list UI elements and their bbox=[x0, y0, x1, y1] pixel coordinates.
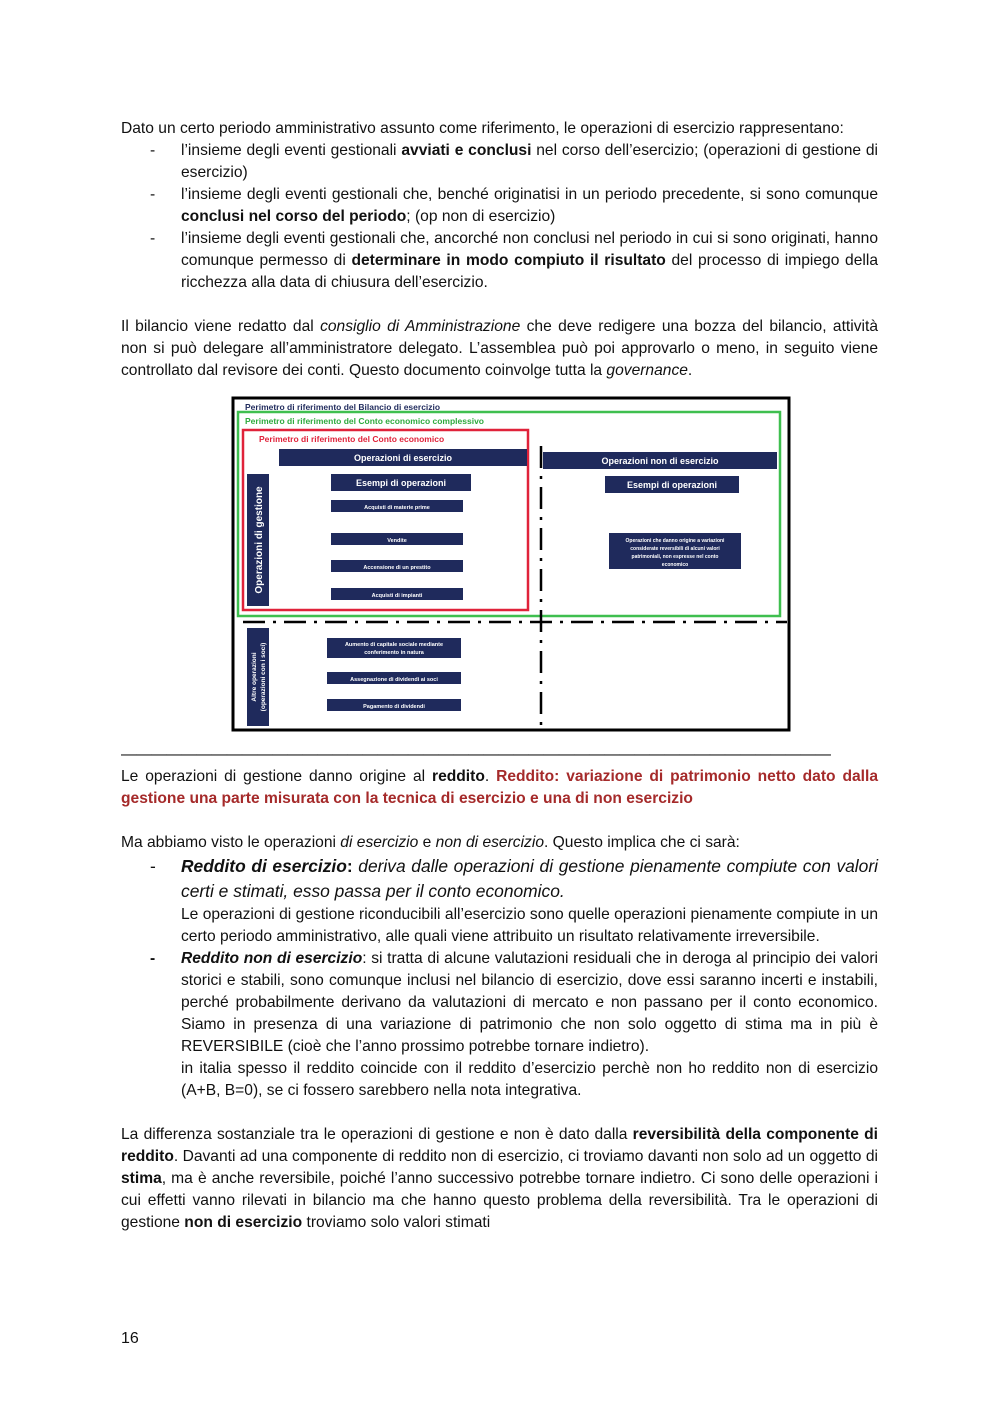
non-esercizio-item-line: Operazioni che danno origine a variazioni bbox=[625, 538, 725, 544]
header-esercizio-label: Operazioni di esercizio bbox=[353, 453, 453, 463]
bullet-mark: - bbox=[150, 950, 156, 967]
gestione-item-label: Acquisti di materie prime bbox=[364, 505, 430, 511]
perimeter-diagram-svg bbox=[231, 396, 791, 736]
bullet-mark: - bbox=[150, 186, 156, 203]
separator-line: ——————————————————————————————————————————————— bbox=[121, 746, 831, 763]
list-item: - Reddito non di esercizio: si tratta di alcune valutazioni residuali che in deroga al principio dei valori storici e stabili, sono comunque inclusi nel bilancio di esercizio, dove essi saranno incerti e instabili, perché probabilmente derivano da valutazioni di mercato e non passano per il conto economico. Siamo in presenza di una variazione di patrimonio che non solo oggetto di stima ma in più è REVERSIBILE (cioè che l’anno prossimo potrebbe tornare indietro). in italia spesso il reddito coincide con il reddito d’esercizio perchè non ho reddito non di esercizio (A+B, B=0), se ci fossero sarebbero nella nota integrativa. bbox=[150, 950, 878, 1099]
ce-perimeter-label: Perimetro di riferimento del Conto economico bbox=[259, 434, 445, 444]
gestione-item-label: Acquisti di impianti bbox=[371, 593, 423, 599]
header-non-esercizio-label: Operazioni non di esercizio bbox=[601, 456, 719, 466]
perimeter-diagram bbox=[231, 396, 791, 736]
bullet-mark: - bbox=[150, 230, 156, 247]
ce-complessivo-perimeter-label: Perimetro di riferimento del Conto economico complessivo bbox=[245, 416, 484, 426]
redditi-list bbox=[121, 854, 878, 1102]
page-number: 16 bbox=[121, 1330, 139, 1347]
list-item: - l’insieme degli eventi gestionali avviati e conclusi nel corso dell’esercizio; (operazioni di gestione di esercizio) bbox=[150, 142, 878, 181]
non-esercizio-item-line: patrimoniali, non espresse nel conto bbox=[631, 554, 719, 560]
ma-paragraph: Ma abbiamo visto le operazioni di esercizio e non di esercizio. Questo implica che ci sarà: bbox=[121, 834, 740, 851]
page-content bbox=[121, 118, 878, 1234]
list-item: - l’insieme degli eventi gestionali che, ancorché non conclusi nel periodo in cui si sono originati, hanno comunque permesso di determinare in modo compiuto il risultato del processo di impiego della ricchezza alla data di chiusura dell’esercizio. bbox=[150, 230, 878, 291]
bullet-mark: - bbox=[150, 142, 156, 159]
altre-item-line: Assegnazione di dividendi ai soci bbox=[350, 677, 438, 683]
bilancio-paragraph: Il bilancio viene redatto dal consiglio di Amministrazione che deve redigere una bozza del bilancio, attività non si può delegare all’amministratore delegato. L’assemblea può poi approvarlo o meno, in seguito viene controllato dal revisore dei conti. Questo documento coinvolge tutta la governance. bbox=[121, 318, 878, 379]
esempi-non-esercizio-label: Esempi di operazioni bbox=[626, 480, 718, 490]
differenza-paragraph: La differenza sostanziale tra le operazioni di gestione e non è dato dalla reversibilità della componente di reddito. Davanti ad una componente di reddito non di esercizio, ci troviamo davanti non solo ad un oggetto di stima, ma è anche reversibile, poiché l’anno successivo potrebbe tornare indietro. Ci sono delle operazioni i cui effetti vanno rilevati in bilancio ma che hanno questo problema della reversibilità. Tra le operazioni di gestione non di esercizio troviamo solo valori stimati bbox=[121, 1126, 879, 1231]
intro-list bbox=[121, 140, 878, 294]
non-esercizio-item-line: considerate reversibili di alcuni valori bbox=[630, 546, 720, 552]
altre-item-line: Aumento di capitale sociale mediante bbox=[344, 642, 444, 648]
altre-item-line: conferimento in natura bbox=[364, 650, 424, 656]
side-altre-sublabel: (operazioni con i soci) bbox=[260, 642, 267, 712]
altre-item-line: Pagamento di dividendi bbox=[363, 704, 425, 710]
gestione-item-label: Vendite bbox=[387, 538, 407, 544]
list-item: - Reddito di esercizio: deriva dalle operazioni di gestione pienamente compiute con valori certi e stimati, esso passa per il conto economico. Le operazioni di gestione riconducibili all’esercizio sono quelle operazioni pienamente compiute in un certo periodo amministrativo, alle quali viene attribuito un risultato relativamente irreversibile. bbox=[150, 856, 879, 945]
intro-paragraph: Dato un certo periodo amministrativo assunto come riferimento, le operazioni di esercizio rappresentano: bbox=[121, 120, 844, 137]
list-item: - l’insieme degli eventi gestionali che, benché originatisi in un periodo precedente, si sono comunque conclusi nel corso del periodo; (op non di esercizio) bbox=[150, 186, 878, 225]
non-esercizio-item-line: economico bbox=[661, 562, 689, 568]
reddito-paragraph: Le operazioni di gestione danno origine al reddito. Reddito: variazione di patrimonio netto dato dalla gestione una parte misurata con la tecnica di esercizio e una di non esercizio bbox=[121, 768, 878, 807]
bilancio-perimeter-label: Perimetro di riferimento del Bilancio di esercizio bbox=[245, 402, 441, 412]
bullet-mark: - bbox=[150, 856, 156, 876]
gestione-item-label: Accensione di un prestito bbox=[363, 565, 431, 571]
side-altre-label: Altre operazioni bbox=[251, 652, 258, 702]
esempi-esercizio-label: Esempi di operazioni bbox=[355, 478, 447, 488]
side-gestione-label: Operazioni di gestione bbox=[254, 486, 265, 594]
